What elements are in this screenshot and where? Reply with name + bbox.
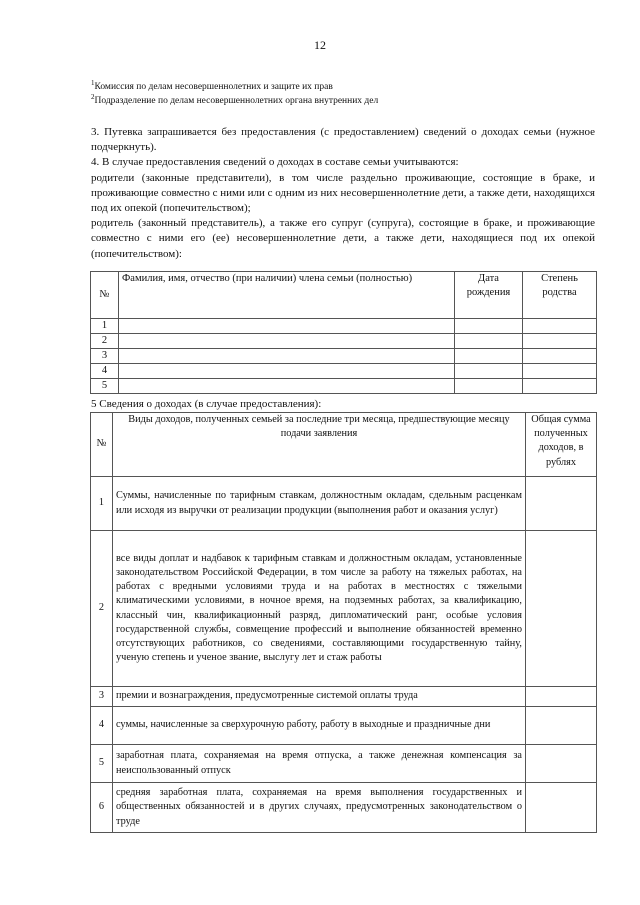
paragraph-4: 4. В случае предоставления сведений о доходах в составе семьи учитываются: [91,156,459,169]
header-total-sum: Общая сумма полученных доходов, в рублях [526,413,597,477]
dob-cell[interactable] [455,334,523,349]
relation-cell[interactable] [523,334,597,349]
family-members-table [90,271,597,394]
family-table-header [91,272,597,319]
header-name: Фамилия, имя, отчество (при наличии) члена семьи (полностью) [119,272,455,319]
header-income-type: Виды доходов, полученных семьей за последние три месяца, предшествующие месяцу подачи заявления [113,413,526,477]
table-row: 2 [91,334,597,349]
footnote-2: $^2$Подразделение по делам несовершеннолетних органа внутренних дел [91,93,379,106]
sum-cell[interactable] [526,477,597,531]
dob-cell[interactable] [455,379,523,394]
header-relation: Степень родства [523,272,597,319]
table-row: 1 [91,319,597,334]
relation-cell[interactable] [523,319,597,334]
table-row: 4 суммы, начисленные за сверхурочную работу, работу в выходные и праздничные дни [91,707,597,745]
paragraph-parents: родители (законные представители), в том числе раздельно проживающие, состоящие в браке, и проживающие совместно с ними или с одним из них несовершеннолетние дети, а также дети, находящихся под их опекой (попечительством); [91,171,595,215]
table-row: 3 [91,349,597,364]
paragraph-parent: родитель (законный представитель), а также его супруг (супруга), состоящие в браке, и проживающие совместно с ними его (ее) несовершеннолетние дети, а также дети, находящиеся под их опекой (попечительством): [91,217,595,260]
sum-cell[interactable] [526,687,597,707]
header-dob: Дата рождения [455,272,523,319]
header-num: № [91,272,119,319]
dob-cell[interactable] [455,349,523,364]
name-cell[interactable] [119,334,455,349]
income-table [90,412,597,833]
footnotes [91,80,551,108]
sum-cell[interactable] [526,531,597,687]
name-cell[interactable] [119,349,455,364]
name-cell[interactable] [119,379,455,394]
sum-cell[interactable] [526,745,597,783]
page-number: 12 [314,38,326,52]
relation-cell[interactable] [523,379,597,394]
table-row: 4 [91,364,597,379]
name-cell[interactable] [119,364,455,379]
header-num: № [91,413,113,477]
table-row: 3 премии и вознаграждения, предусмотренные системой оплаты труда [91,687,597,707]
name-cell[interactable] [119,319,455,334]
paragraph-3: 3. Путевка запрашивается без предоставления (с предоставлением) сведений о доходах семьи (нужное подчеркнуть). [91,126,595,154]
sum-cell[interactable] [526,783,597,833]
sum-cell[interactable] [526,707,597,745]
income-table-header [91,413,597,477]
table-row: 6 средняя заработная плата, сохраняемая на время выполнения государственных и общественных обязанностей и в других случаях, предусмотренных законодательством о труде [91,783,597,833]
relation-cell[interactable] [523,349,597,364]
dob-cell[interactable] [455,319,523,334]
dob-cell[interactable] [455,364,523,379]
table-row: 5 [91,379,597,394]
relation-cell[interactable] [523,364,597,379]
table-row: 2 все виды доплат и надбавок к тарифным ставкам и должностным окладам, установленные законодательством Российской Федерации, в том числе за работу на тяжелых работах, на работах с вредными условиями труда и на работах в местностях с тяжелыми климатическими условиями, в ночное время, на подземных работах, за квалификацию, классный чин, квалификационный разряд, дипломатический ранг, особые условия государственной службы, совмещение профессий и выполнение обязанностей временно отсутствующих работников, со сведениями, составляющими государственную тайну, ученую степень и ученое звание, выслугу лет и стаж работы [91,531,597,687]
body-text [91,125,595,262]
footnote-1: $^1$Комиссия по делам несовершеннолетних и защите их прав [91,79,333,92]
table-row: 1 Суммы, начисленные по тарифным ставкам, должностным окладам, сдельным расценкам или исходя из выручки от реализации продукции (выполнения работ и оказания услуг) [91,477,597,531]
table-row: 5 заработная плата, сохраняемая на время отпуска, а также денежная компенсация за неиспользованный отпуск [91,745,597,783]
section5-title: 5 Сведения о доходах (в случае предоставления): [91,398,322,410]
